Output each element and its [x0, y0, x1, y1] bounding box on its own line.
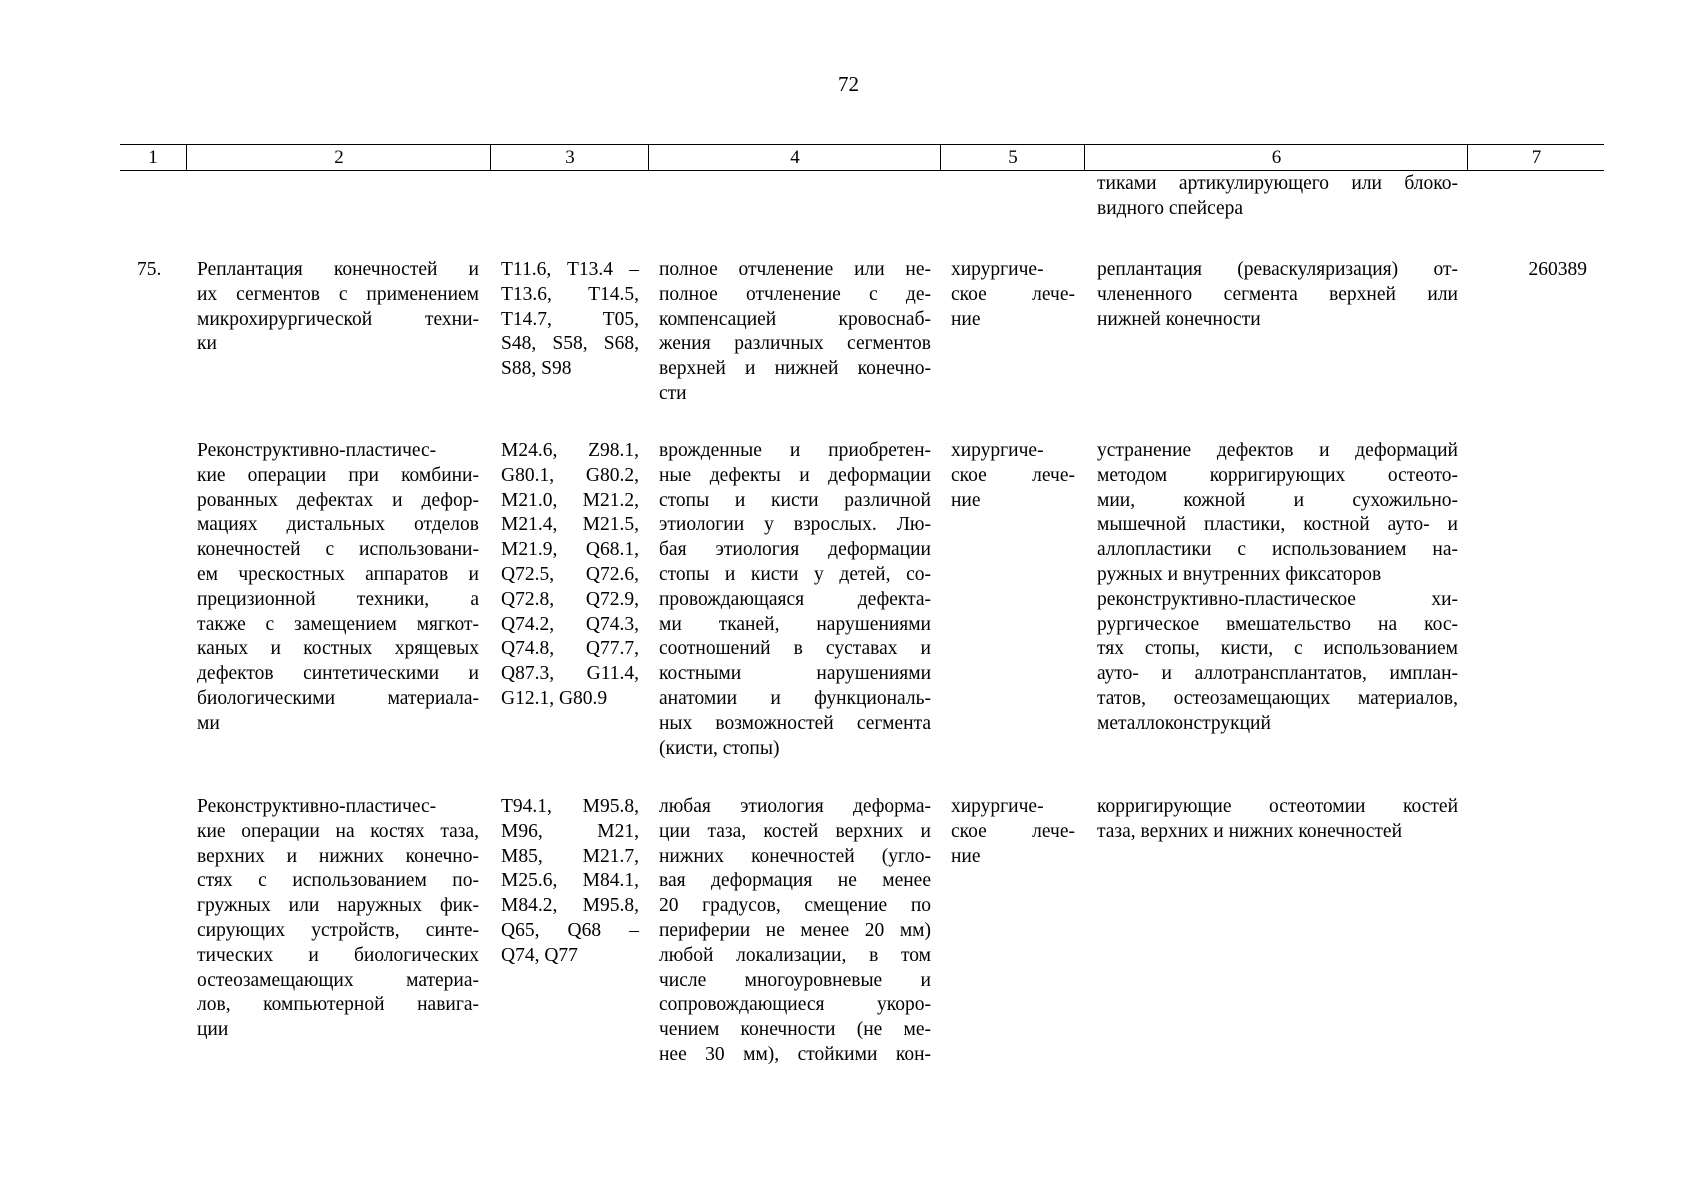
icd-code-line: T11.6, T13.4 – — [501, 259, 639, 280]
procedure-line: Реконструктивно-пластичес- — [197, 440, 437, 461]
icd-code-line: Q72.8, Q72.9, — [501, 588, 639, 610]
patient-model-line: анатомии и функциональ- — [659, 687, 931, 709]
treatment-type-cell — [951, 795, 1075, 869]
icd-codes-cell — [501, 439, 639, 712]
treatment-method-line: аллопластики с использованием на- — [1097, 539, 1458, 561]
patient-model-line: костными нарушениями — [659, 663, 931, 685]
icd-code-line: M25.6, M84.1, — [501, 870, 639, 892]
patient-model-line: врожденные и приобретен- — [659, 440, 931, 461]
patient-model-line: провождающаяся дефекта- — [659, 588, 931, 610]
procedure-line: ми — [197, 712, 220, 734]
patient-model-line: любой локализации, в том — [659, 944, 931, 966]
icd-code-line: Q72.5, Q72.6, — [501, 563, 639, 585]
icd-code-line: Q74, Q77 — [501, 944, 578, 966]
treatment-method-line: татов, остеозамещающих материалов, — [1097, 687, 1458, 709]
treatment-method-line: устранение дефектов и деформаций — [1097, 440, 1458, 461]
patient-model-line: стопы и кисти различной — [659, 489, 931, 511]
treatment-type-line: ние — [951, 489, 981, 511]
icd-code-line: M21.0, M21.2, — [501, 489, 639, 511]
procedure-line: сирующих устройств, синте- — [197, 919, 479, 941]
patient-model-cell — [659, 258, 931, 407]
patient-model-line: полное отчленение или не- — [659, 259, 931, 280]
treatment-type-line: хирургиче- — [951, 440, 1044, 461]
icd-code-line: S88, S98 — [501, 358, 572, 380]
patient-model-line: нее 30 мм), стойкими кон- — [659, 1043, 931, 1065]
patient-model-line: 20 градусов, смещение по — [659, 895, 931, 917]
procedure-line: их сегментов с применением — [197, 283, 479, 305]
icd-code-line: G80.1, G80.2, — [501, 464, 639, 486]
treatment-type-line: хирургиче- — [951, 796, 1044, 817]
patient-model-line: сопровождающиеся укоро- — [659, 994, 931, 1016]
procedure-line: каных и костных хрящевых — [197, 638, 479, 660]
treatment-method-cell — [1097, 795, 1458, 845]
icd-code-line: S48, S58, S68, — [501, 333, 639, 355]
patient-model-line: вая деформация не менее — [659, 870, 931, 892]
page-number: 72 — [838, 72, 859, 96]
treatment-method-line: методом корригирующих остеото- — [1097, 464, 1458, 486]
procedure-line: также с замещением мягкот- — [197, 613, 479, 635]
procedure-line: ции — [197, 1019, 229, 1041]
patient-model-line: стопы и кисти у детей, со- — [659, 563, 931, 585]
column-header-4: 4 — [648, 145, 941, 170]
treatment-type-line: ние — [951, 845, 981, 867]
procedure-line: ки — [197, 333, 217, 355]
column-header-7: 7 — [1467, 145, 1605, 170]
procedure-line: тических и биологических — [197, 944, 479, 966]
procedure-line: мациях дистальных отделов — [197, 514, 479, 536]
procedure-name-cell — [197, 258, 479, 357]
treatment-type-line: ское лече- — [951, 820, 1075, 842]
procedure-line: гружных или наружных фик- — [197, 895, 479, 917]
icd-code-line: Q87.3, G11.4, — [501, 663, 639, 685]
icd-code-line: T14.7, T05, — [501, 308, 639, 330]
treatment-method-line: тях стопы, кисти, с использованием — [1097, 638, 1458, 660]
patient-model-line: ми тканей, нарушениями — [659, 613, 931, 635]
treatment-method-cell — [1097, 439, 1458, 737]
column-header-3: 3 — [490, 145, 649, 170]
icd-code-line: Q74.8, Q77.7, — [501, 638, 639, 660]
procedure-line: лов, компьютерной навига- — [197, 994, 479, 1016]
treatment-type-line: ние — [951, 308, 981, 330]
procedure-line: рованных дефектах и дефор- — [197, 489, 479, 511]
treatment-method-line: ауто- и аллотрансплантатов, имплан- — [1097, 663, 1458, 685]
procedure-line: верхних и нижних конечно- — [197, 845, 479, 867]
treatment-method-line: рургическое вмешательство на кос- — [1097, 613, 1458, 635]
treatment-method-line: нижней конечности — [1097, 308, 1261, 330]
patient-model-line: верхней и нижней конечно- — [659, 358, 931, 380]
column-header-5: 5 — [940, 145, 1085, 170]
procedure-name-cell — [197, 795, 479, 1043]
procedure-line: дефектов синтетическими и — [197, 663, 479, 685]
patient-model-cell — [659, 439, 931, 761]
procedure-line: кие операции при комбини- — [197, 464, 479, 486]
treatment-method-line: металлоконструкций — [1097, 712, 1271, 734]
patient-model-line: ных возможностей сегмента — [659, 712, 931, 734]
icd-code-line: Q74.2, Q74.3, — [501, 613, 639, 635]
icd-codes-cell — [501, 258, 639, 382]
column-header-6: 6 — [1084, 145, 1468, 170]
treatment-type-cell — [951, 439, 1075, 513]
icd-code-line: M21.4, M21.5, — [501, 514, 639, 536]
icd-code-line: M96, M21, — [501, 820, 639, 842]
icd-codes-cell — [501, 795, 639, 969]
patient-model-line: (кисти, стопы) — [659, 737, 780, 759]
row-number: 75. — [137, 259, 162, 280]
patient-model-line: любая этиология деформа- — [659, 796, 931, 817]
icd-code-line: T94.1, M95.8, — [501, 796, 639, 817]
treatment-method-line: корригирующие остеотомии костей — [1097, 796, 1458, 817]
treatment-type-line: ское лече- — [951, 464, 1075, 486]
icd-code-line: G12.1, G80.9 — [501, 687, 608, 709]
icd-code-line: M24.6, Z98.1, — [501, 440, 639, 461]
procedure-line: стях с использованием по- — [197, 870, 479, 892]
procedure-line: Реплантация конечностей и — [197, 259, 479, 280]
icd-code-line: Q65, Q68 – — [501, 919, 639, 941]
patient-model-line: нижних конечностей (угло- — [659, 845, 931, 867]
procedure-name-cell — [197, 439, 479, 737]
patient-model-cell — [659, 795, 931, 1068]
column-header-2: 2 — [186, 145, 491, 170]
procedure-line: прецизионной техники, а — [197, 588, 479, 610]
treatment-method-line: мии, кожной и сухожильно- — [1097, 489, 1458, 511]
patient-model-line: числе многоуровневые и — [659, 969, 931, 991]
icd-code-line: T13.6, T14.5, — [501, 283, 639, 305]
icd-code-line: M85, M21.7, — [501, 845, 639, 867]
treatment-method-line: реконструктивно-пластическое хи- — [1097, 588, 1458, 610]
patient-model-line: сти — [659, 382, 687, 404]
treatment-type-line: ское лече- — [951, 283, 1075, 305]
procedure-line: микрохирургической техни- — [197, 308, 479, 330]
table-header-row — [120, 144, 1604, 171]
patient-model-line: ции таза, костей верхних и — [659, 820, 931, 842]
patient-model-line: компенсацией кровоснаб- — [659, 308, 931, 330]
treatment-method-line: реплантация (реваскуляризация) от- — [1097, 259, 1458, 280]
patient-model-line: бая этиология деформации — [659, 539, 931, 561]
icd-code-line: M21.9, Q68.1, — [501, 539, 639, 561]
column-header-1: 1 — [148, 147, 158, 168]
procedure-line: кие операции на костях таза, — [197, 820, 479, 842]
continuation-col6-line: тиками артикулирующего или блоко- — [1097, 173, 1458, 194]
patient-model-line: чением конечности (не ме- — [659, 1019, 931, 1041]
procedure-line: остеозамещающих материа- — [197, 969, 479, 991]
procedure-line: биологическими материала- — [197, 687, 479, 709]
patient-model-line: полное отчленение с де- — [659, 283, 931, 305]
procedure-line: ем чрескостных аппаратов и — [197, 563, 479, 585]
treatment-method-cell — [1097, 258, 1458, 332]
procedure-line: конечностей с использовани- — [197, 539, 479, 561]
patient-model-line: этиологии у взрослых. Лю- — [659, 514, 931, 536]
continuation-col6 — [1097, 172, 1458, 222]
patient-model-line: ные дефекты и деформации — [659, 464, 931, 486]
patient-model-line: соотношений в суставах и — [659, 638, 931, 660]
treatment-type-cell — [951, 258, 1075, 332]
continuation-col6-line: видного спейсера — [1097, 197, 1244, 219]
patient-model-line: периферии не менее 20 мм) — [659, 919, 931, 941]
treatment-method-line: члененного сегмента верхней или — [1097, 283, 1458, 305]
treatment-method-line: мышечной пластики, костной ауто- и — [1097, 514, 1458, 536]
treatment-method-line: ружных и внутренних фиксаторов — [1097, 563, 1382, 585]
procedure-line: Реконструктивно-пластичес- — [197, 796, 437, 817]
treatment-method-line: таза, верхних и нижних конечностей — [1097, 820, 1403, 842]
icd-code-line: M84.2, M95.8, — [501, 895, 639, 917]
patient-model-line: жения различных сегментов — [659, 333, 931, 355]
cost-cell: 260389 — [1528, 259, 1587, 280]
treatment-type-line: хирургиче- — [951, 259, 1044, 280]
